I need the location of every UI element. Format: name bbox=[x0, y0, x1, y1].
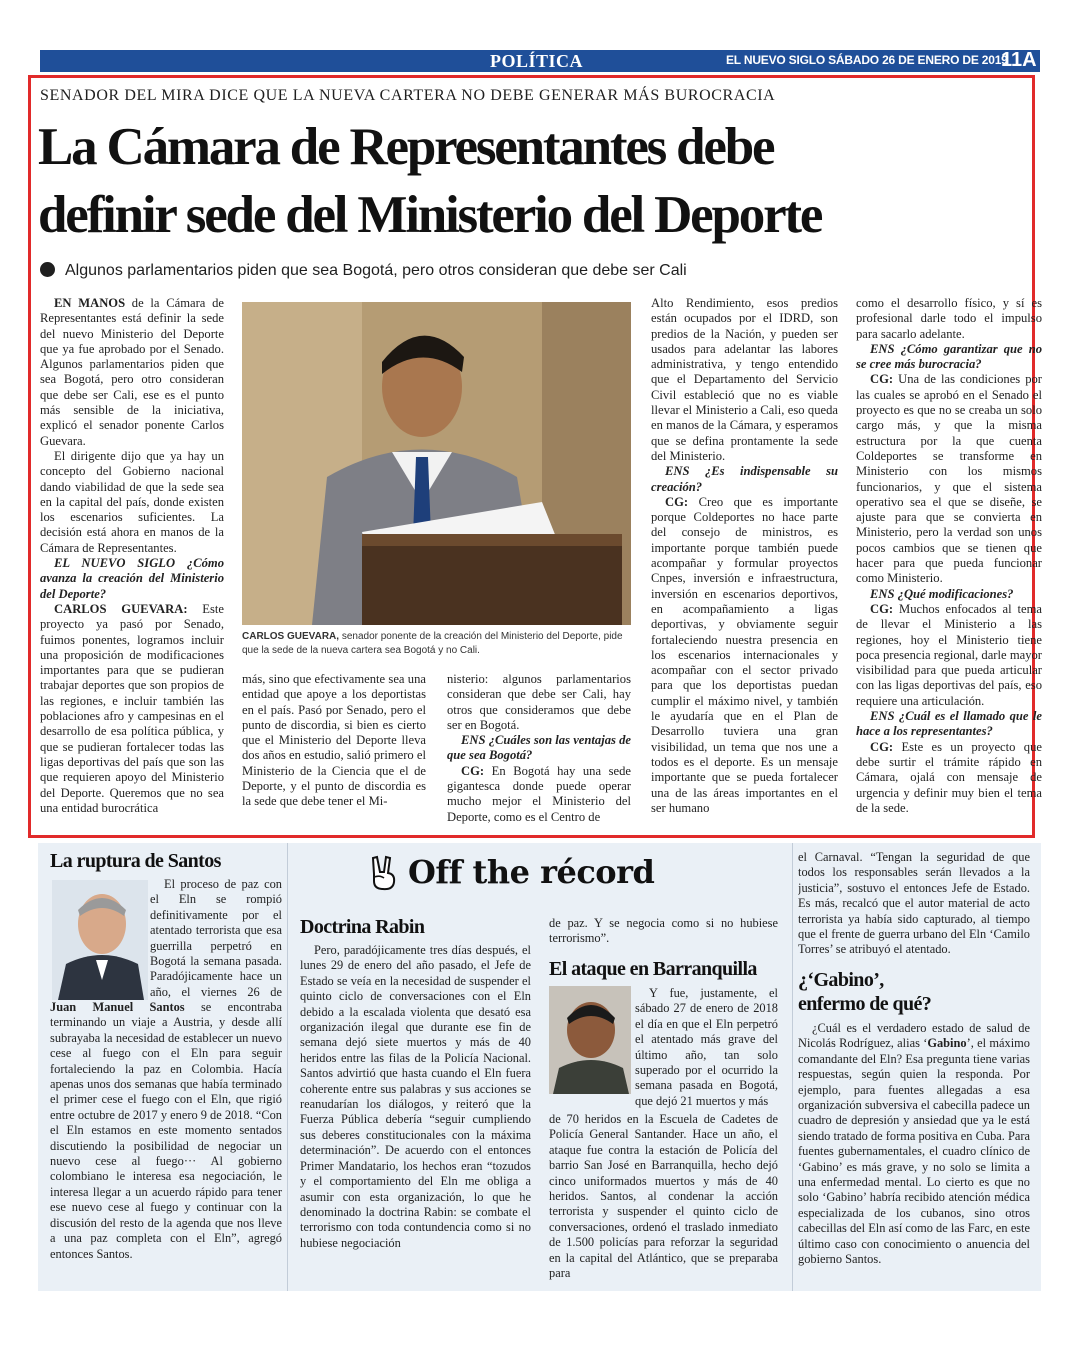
article-column-4 bbox=[651, 296, 838, 832]
gabino-title-line-1: ¿‘Gabino’, bbox=[798, 969, 884, 991]
answer-author: CG: bbox=[870, 372, 894, 387]
ruptura-text-bottom bbox=[50, 1000, 282, 1278]
paragraph: se encontraba terminando un viaje a Austria, y desde allí subrayaba la necesidad de establecer un nuevo cese al fuego con el Eln para seguir fortaleciendo la paz en Colombia. Hacía apenas unos dos semanas que había terminado el primer cese el fuego con el Eln, que rigió entre octubre de 2017 y enero 9 de 2018. “Con el Eln estamos en este momento sentados discutiendo la posibilidad de negociar un nuevo cese al fuego··· Al gobierno colombiano le interesa esa negociación, le interesa llegar a un acuerdo rápido para tener ese nuevo cese al fuego y continuar con la discusión del resto de la agenda que nos lleve a una paz completa con el Eln”, agregó entonces Santos. bbox=[50, 1000, 282, 1261]
article-column-1 bbox=[40, 296, 224, 832]
headline-line-1: La Cámara de Representantes debe bbox=[38, 118, 774, 176]
barranquilla-text-bottom bbox=[549, 1112, 778, 1284]
article-column-5 bbox=[856, 296, 1042, 832]
gabino-photo bbox=[549, 986, 631, 1094]
section-header-band bbox=[40, 50, 1040, 72]
deck-text: Algunos parlamentarios piden que sea Bogotá, pero otros consideran que debe ser Cali bbox=[65, 262, 687, 279]
answer: Este proyecto ya pasó por Senado, fuimos ponentes, logramos incluir una proposición de modificaciones importantes para que se pudieran trabajar deportes que son propios de las regiones, e incluir también las poblaciones afro y campesinas en el desarrollo de esa política pública, y que se pudieran fortalecer todas las ligas deportivas del país que son las que requieren apoyo del Ministerio del Deporte. Queremos que no sea una entidad burocrática bbox=[40, 601, 224, 815]
answer-author: CG: bbox=[870, 601, 894, 616]
ruptura-text-top bbox=[150, 877, 282, 999]
gabino-title-line-2: enfermo de qué? bbox=[798, 993, 932, 1015]
rabin-text bbox=[300, 943, 531, 1281]
santos-photo bbox=[52, 880, 148, 1000]
answer-author: CG: bbox=[461, 763, 485, 778]
answer: Creo que es importante porque Coldeportes no hace parte del consejo de ministros, es importante porque también puede acompañar y formular proyectos Cnpes, inversión e infraestructura, inversión en escenarios deportivos, en acompañamiento a ligas deportivas, y obviamente seguir fortaleciendo nuestra presencia en los escenarios internacionales y acompañar con el sector privado para que los deportistas puedan cumplir el máximo nivel, y también le ayudaría que en el Plan de Desarrollo tuviera una gran visibilidad, un tema que nos une a todos es el deporte. Es un mensaje importante que se pueda fortalecer una de las áreas importantes en el ser humano bbox=[651, 494, 838, 815]
article-column-3 bbox=[447, 672, 631, 832]
article-kicker: SENADOR DEL MIRA DICE QUE LA NUEVA CARTERA NO DEBE GENERAR MÁS BUROCRACIA bbox=[40, 87, 776, 104]
answer: Muchos enfocados al tema de llevar el Ministerio a las regiones, hoy el Ministerio tiene poca presencia regional, darle mayor visibilidad para que pueda articular con las ligas deportivas del país, eso requiere una articulación. bbox=[856, 601, 1042, 708]
gabino-lead bbox=[798, 850, 1030, 962]
gabino-text bbox=[798, 1021, 1030, 1283]
off-the-record-title: Off the récord bbox=[408, 853, 655, 891]
article-headline bbox=[38, 113, 1033, 249]
question: ENS ¿Cuáles son las ventajas de que sea Bogotá? bbox=[447, 733, 631, 763]
article-column-2 bbox=[242, 672, 426, 832]
person-name: Juan Manuel Santos bbox=[50, 1000, 185, 1014]
barranquilla-title: El ataque en Barranquilla bbox=[549, 958, 757, 980]
paragraph: El dirigente dijo que ya hay un concepto del Gobierno nacional dando viabilidad de que la sede sea en la capital del país, donde existen los escenarios suficientes. La decisión está ahora en manos de la Cámara de Representantes. bbox=[40, 448, 224, 555]
paragraph: el Carnaval. “Tengan la seguridad de que todos los responsables serán llevados a la justicia”, sostuvo el entonces Jefe de Estado. Es más, recalcó que el autor material de acto terrorista ya había sido capturado, al tiempo que el frente de guerra urbano del Eln ‘Camilo Torres’ se atribuyó el atentado. bbox=[798, 850, 1030, 957]
answer: Este es un proyecto que debe surtir el trámite rápido en Cámara, ojalá con mensaje de urgencia y definir muy bien el tema de la sede. bbox=[856, 739, 1042, 815]
rabin-title: Doctrina Rabin bbox=[300, 916, 425, 938]
article-deck bbox=[40, 262, 1030, 280]
column-divider bbox=[792, 843, 793, 1291]
paragraph: de la Cámara de Representantes está definir la sede del nuevo Ministerio del Deporte que ya fue aprobado por el Senado. Algunos parlamentarios piden que sea Bogotá, pero otro consideran que debe ser Cali, ese es el punto más sensible de la iniciativa, explicó el senador ponente Carlos Guevara. bbox=[40, 296, 224, 448]
paragraph: Y fue, justamente, el sábado 27 de enero de 2018 el día en que el Eln perpetró el atentado más grave del último año, tan solo superado por el ocurrido la semana pasada en Bogotá, que dejó 21 muertos y más bbox=[635, 986, 778, 1108]
article-photo bbox=[242, 302, 631, 625]
answer-author: CARLOS GUEVARA: bbox=[54, 601, 188, 616]
paragraph: Pero, paradójicamente tres días después, el lunes 29 de enero del año pasado, el Jefe de Estado se veía en la necesidad de suspender el quinto ciclo de conversaciones con el Eln debido a la escalada violenta que desató esa organización ilegal que durante ese fin de semana dejó siete muertos y más de 40 heridos entre las filas de la Policía Nacional. Santos advirtió que hasta cuando el Eln fuera coherente entre sus palabras y sus acciones se reanudarían los diálogos, y reiteró que la Fuerza Pública debería “seguir cumpliendo sus deberes constitucionales con la máxima determinación”. De acuerdo con el entonces Primer Mandatario, los hechos eran “tozudos y el comportamiento del Eln me obliga a asumir con esta organización, lo que he denominado la doctrina Rabin: se combate el terrorismo con toda contundencia como si no hubiese negociación bbox=[300, 943, 531, 1250]
paragraph: más, sino que efectivamente sea una entidad que apoye a los deportistas en el país. Pasó por Senado, pero el punto de discordia, si bien es cierto que el Ministerio del Deporte lleva dos años en estudio, salió primero el Ministerio de la Ciencia que el de Deporte, y el punto de discordia es la sede que debe tener el Mi- bbox=[242, 672, 426, 809]
person-name: Gabino bbox=[927, 1036, 967, 1051]
paragraph: El proceso de paz con el Eln se rompió definitivamente por el atentado terrorista que esa guerrilla perpetró en Bogotá la semana pasada. Paradójicamente hace un año, el viernes 26 de bbox=[150, 877, 282, 999]
paragraph: Alto Rendimiento, esos predios están ocupados por el IDRD, son predios de la Nación, y pueden ser usados para adelantar las labores administrativa, y tengo entendido que el Departamento del Servicio Civil estableció que no es viable llevar el Ministerio a Cali, eso queda en manos de la Cámara, y esperamos que se defina prontamente la sede del Ministerio. bbox=[651, 296, 838, 463]
page-number: 11A bbox=[1001, 49, 1037, 71]
question: ENS ¿Es indispensable su creación? bbox=[651, 464, 838, 494]
question: ENS ¿Qué modificaciones? bbox=[870, 586, 1014, 601]
gabino-illustration bbox=[549, 986, 631, 1094]
barranquilla-lead bbox=[549, 916, 778, 950]
paragraph: como el desarrollo físico, y sí es profesional darle todo el impulso para sacarlo adelante. bbox=[856, 296, 1042, 341]
lead-in: EN MANOS bbox=[54, 296, 126, 310]
paragraph: de 70 heridos en la Escuela de Cadetes de Policía General Santander. Hace un año, el ataque fue contra la estación de Policía del barrio San José en Barranquilla, hecho dejó cinco uniformados muertos y más de 40 heridos. Santos, al condenar la acción terrorista y suspender el quinto ciclo de conversaciones, ordenó el traslado inmediato de 1.500 policías para reforzar la seguridad en la capital del Atlántico, que se preparaba para bbox=[549, 1112, 778, 1281]
gabino-title bbox=[798, 968, 931, 1016]
section-name: POLÍTICA bbox=[490, 51, 584, 71]
peace-hand-icon bbox=[368, 855, 398, 891]
column-divider bbox=[287, 843, 288, 1291]
bullet-icon bbox=[40, 262, 55, 277]
ruptura-title: La ruptura de Santos bbox=[50, 850, 221, 872]
answer-author: CG: bbox=[870, 739, 894, 754]
paragraph: ¿Cuál es el verdadero estado de salud de Nicolás Rodríguez, alias ‘ bbox=[798, 1021, 1030, 1051]
photo-caption bbox=[242, 630, 631, 658]
dateline: EL NUEVO SIGLO SÁBADO 26 DE ENERO DE 2019 bbox=[726, 53, 1008, 67]
paragraph: ’, el máximo comandante del Eln? Esa pregunta tiene varias respuestas, según quien la responda. Por ejemplo, para fuentes allegadas a esa organización subversiva el cabecilla padece un cuadro de depresión y ansiedad que ya le está siendo tratado de forma positiva en Cuba. Para fuentes gubernamentales, el cuadro clínico de ‘Gabino’ es más grave, y no solo se limita a una enfermedad mental. Lo cierto es que no solo ‘Gabino’ habría recibido atención médica especializada de los cubanos, sino otros cabecillas del Eln así como de las Farc, en este último caso con conocimiento o anuencia del gobierno Santos. bbox=[798, 1036, 1030, 1267]
caption-text: senador ponente de la creación del Ministerio del Deporte, pide que la sede de la nueva cartera sea Bogotá y no Cali. bbox=[242, 631, 623, 656]
photo-illustration bbox=[242, 302, 631, 625]
santos-illustration bbox=[52, 880, 148, 1000]
paragraph: de paz. Y se negocia como si no hubiese terrorismo”. bbox=[549, 916, 778, 946]
answer-author: CG: bbox=[665, 494, 689, 509]
question: ENS ¿Cómo garantizar que no se cree más burocracia? bbox=[856, 341, 1042, 372]
question-author: EL NUEVO SIGLO bbox=[54, 556, 176, 571]
answer: En Bogotá hay una sede gigantesca donde puede operar mucho mejor el Ministerio del Deporte, como es el Centro de bbox=[447, 763, 631, 824]
headline-line-2: definir sede del Ministerio del Deporte bbox=[38, 186, 822, 244]
answer: Una de las condiciones por las cuales se aprobó en el Senado el proyecto es que no se creaba un solo cargo más, y que la misma estructura por la que cuenta Coldeportes se transforme en Ministerio con los mismos funcionarios, y que el sistema operativo sea el que se diseñe, se ajuste para que se convierta en Ministerio, pero la verdad son unos pocos cambios que se tienen que hacer para que pueda funcionar como Ministerio. bbox=[856, 372, 1042, 586]
paragraph: nisterio: algunos parlamentarios consideran que debe ser Cali, hay otros que consideramos que debe ser en Bogotá. bbox=[447, 672, 631, 732]
caption-name: CARLOS GUEVARA, bbox=[242, 631, 340, 642]
barranquilla-text-top bbox=[635, 986, 778, 1110]
question: ENS ¿Cuál es el llamado que le hace a los representantes? bbox=[856, 709, 1042, 739]
question: ¿Cómo avanza la creación del Ministerio del Deporte? bbox=[40, 556, 224, 601]
